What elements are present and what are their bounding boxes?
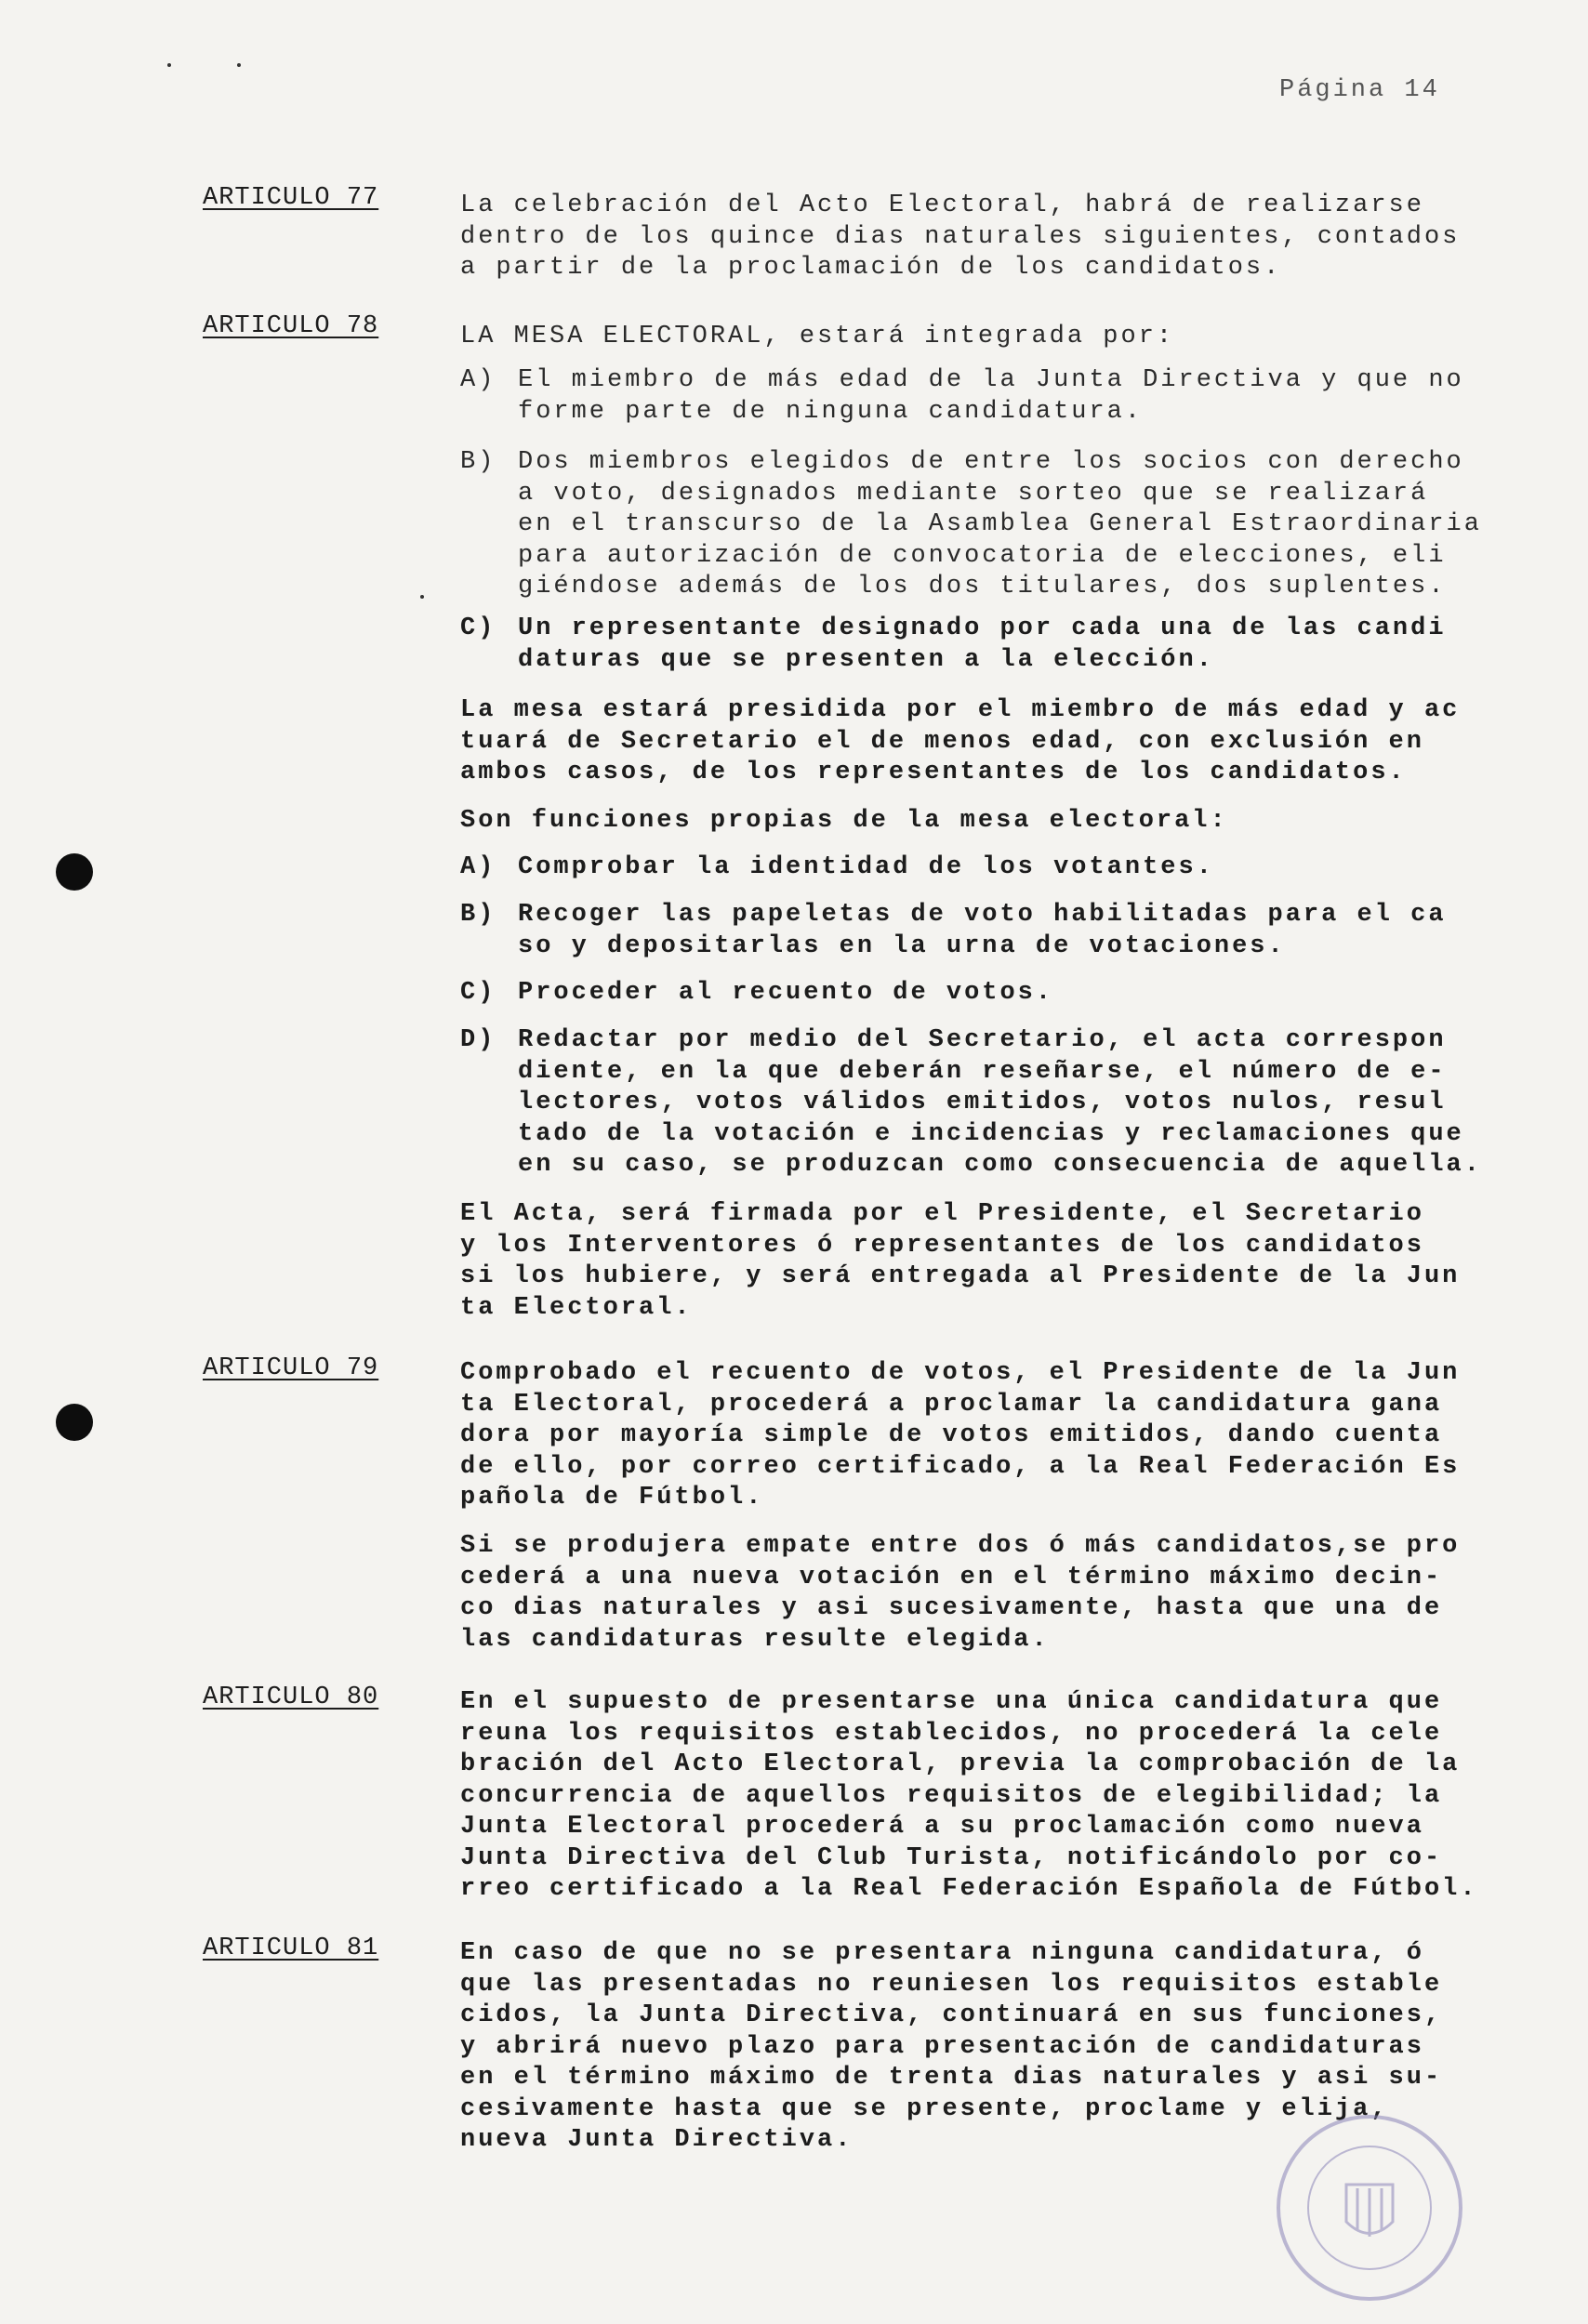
text-line: En el supuesto de presentarse una única candidatura que bbox=[460, 1688, 1443, 1716]
text-line: a voto, designados mediante sorteo que se realizará bbox=[518, 479, 1429, 508]
article-79-para1 bbox=[460, 1358, 1562, 1514]
text-line: a partir de la proclamación de los candidatos. bbox=[460, 254, 1282, 282]
text-line: so y depositarlas en la urna de votaciones. bbox=[518, 931, 1286, 960]
page-number: Página 14 bbox=[1279, 76, 1440, 104]
text-line: reuna los requisitos establecidos, no procederá la cele bbox=[460, 1719, 1443, 1748]
article-79-para2 bbox=[460, 1531, 1562, 1656]
item-letter: B) bbox=[460, 448, 496, 476]
text-line: cederá a una nueva votación en el término máximo decin- bbox=[460, 1563, 1443, 1591]
text-line: ta Electoral, procederá a proclamar la candidatura gana bbox=[460, 1390, 1443, 1419]
text-line: ambos casos, de los representantes de los candidatos. bbox=[460, 759, 1407, 786]
text-line: Comprobado el recuento de votos, el Presidente de la Jun bbox=[460, 1359, 1461, 1387]
text-line: Son funciones propias de la mesa electoral: bbox=[460, 807, 1228, 835]
text-line: ta Electoral. bbox=[460, 1293, 693, 1322]
text-line: dora por mayoría simple de votos emitidos, dando cuenta bbox=[460, 1421, 1443, 1449]
article-81-label: ARTICULO 81 bbox=[203, 1934, 379, 1962]
text-line: en el transcurso de la Asamblea General Estraordinaria bbox=[518, 510, 1482, 538]
speck bbox=[237, 63, 241, 67]
item-letter: A) bbox=[460, 853, 496, 881]
item-letter: C) bbox=[460, 979, 496, 1007]
text-line: daturas que se presenten a la elección. bbox=[518, 645, 1214, 674]
text-line: que las presentadas no reuniesen los requisitos estable bbox=[460, 1970, 1443, 1999]
text-line: forme parte de ninguna candidatura. bbox=[518, 397, 1144, 426]
text-line: giéndose además de los dos titulares, dos suplentes. bbox=[518, 573, 1447, 601]
article-78-intro bbox=[460, 322, 1562, 353]
text-line: diente, en la que deberán reseñarse, el número de e- bbox=[518, 1057, 1447, 1086]
article-78-para1 bbox=[460, 695, 1562, 789]
text-line: en su caso, se produzcan como consecuencia de aquella. bbox=[518, 1151, 1482, 1179]
text-line: Un representante designado por cada una de las candi bbox=[518, 614, 1447, 642]
text-line: Dos miembros elegidos de entre los socios con derecho bbox=[518, 448, 1464, 476]
item-letter: D) bbox=[460, 1026, 496, 1054]
text-line: LA MESA ELECTORAL, estará integrada por: bbox=[460, 323, 1175, 350]
text-line: Redactar por medio del Secretario, el acta correspon bbox=[518, 1026, 1447, 1054]
article-80-label: ARTICULO 80 bbox=[203, 1684, 379, 1711]
text-line: rreo certificado a la Real Federación Española de Fútbol. bbox=[460, 1875, 1478, 1903]
text-line: co dias naturales y asi sucesivamente, hasta que una de bbox=[460, 1594, 1443, 1622]
article-79-label: ARTICULO 79 bbox=[203, 1354, 379, 1382]
text-line: Junta Electoral procederá a su proclamación como nueva bbox=[460, 1813, 1424, 1841]
article-78-item-b bbox=[460, 447, 1562, 603]
text-line: las candidaturas resulte elegida. bbox=[460, 1625, 1050, 1654]
text-line: cidos, la Junta Directiva, continuará en sus funciones, bbox=[460, 2001, 1443, 2029]
function-c bbox=[460, 978, 1562, 1010]
text-line: cesivamente hasta que se presente, proclame y elija, bbox=[460, 2094, 1389, 2123]
text-line: y los Interventores ó representantes de los candidatos bbox=[460, 1231, 1424, 1260]
club-stamp bbox=[1272, 2110, 1467, 2305]
text-line: lectores, votos válidos emitidos, votos nulos, resul bbox=[518, 1089, 1447, 1116]
text-line: de ello, por correo certificado, a la Real Federación Es bbox=[460, 1452, 1461, 1481]
text-line: La celebración del Acto Electoral, habrá de realizarse bbox=[460, 191, 1424, 219]
function-a bbox=[460, 852, 1562, 884]
text-line: tuará de Secretario el de menos edad, con exclusión en bbox=[460, 727, 1424, 756]
text-line: Junta Directiva del Club Turista, notificándolo por co- bbox=[460, 1843, 1443, 1872]
text-line: tado de la votación e incidencias y reclamaciones que bbox=[518, 1119, 1464, 1148]
text-line: y abrirá nuevo plazo para presentación de candidaturas bbox=[460, 2032, 1424, 2061]
article-78-para2 bbox=[460, 1199, 1562, 1324]
speck bbox=[167, 63, 171, 67]
article-78-item-a bbox=[460, 365, 1562, 428]
punch-hole bbox=[56, 1404, 93, 1441]
article-77-body bbox=[460, 191, 1562, 284]
article-78-functions-intro bbox=[460, 806, 1562, 838]
text-line: El Acta, será firmada por el Presidente, el Secretario bbox=[460, 1200, 1424, 1228]
function-d bbox=[460, 1025, 1562, 1182]
text-line: Comprobar la identidad de los votantes. bbox=[518, 853, 1214, 881]
item-letter: C) bbox=[460, 614, 496, 642]
text-line: En caso de que no se presentara ninguna candidatura, ó bbox=[460, 1939, 1424, 1967]
function-b bbox=[460, 900, 1562, 962]
text-line: Proceder al recuento de votos. bbox=[518, 979, 1054, 1007]
text-line: nueva Junta Directiva. bbox=[460, 2126, 854, 2154]
text-line: La mesa estará presidida por el miembro de más edad y ac bbox=[460, 696, 1461, 724]
item-letter: B) bbox=[460, 901, 496, 929]
text-line: en el término máximo de trenta dias naturales y asi su- bbox=[460, 2064, 1443, 2092]
text-line: Recoger las papeletas de voto habilitadas para el ca bbox=[518, 901, 1447, 929]
article-78-item-c bbox=[460, 614, 1562, 676]
article-77-label: ARTICULO 77 bbox=[203, 184, 379, 212]
item-letter: A) bbox=[460, 366, 496, 394]
speck bbox=[420, 595, 424, 599]
text-line: si los hubiere, y será entregada al Presidente de la Jun bbox=[460, 1262, 1461, 1290]
text-line: Si se produjera empate entre dos ó más candidatos,se pro bbox=[460, 1532, 1461, 1560]
article-80-body bbox=[460, 1687, 1562, 1906]
text-line: para autorización de convocatoria de elecciones, eli bbox=[518, 541, 1447, 570]
text-line: concurrencia de aquellos requisitos de elegibilidad; la bbox=[460, 1781, 1443, 1810]
text-line: El miembro de más edad de la Junta Directiva y que no bbox=[518, 366, 1464, 394]
text-line: bración del Acto Electoral, previa la comprobación de la bbox=[460, 1750, 1461, 1778]
article-78-label: ARTICULO 78 bbox=[203, 312, 379, 340]
text-line: pañola de Fútbol. bbox=[460, 1484, 764, 1512]
punch-hole bbox=[56, 853, 93, 891]
text-line: dentro de los quince dias naturales siguientes, contados bbox=[460, 222, 1461, 251]
